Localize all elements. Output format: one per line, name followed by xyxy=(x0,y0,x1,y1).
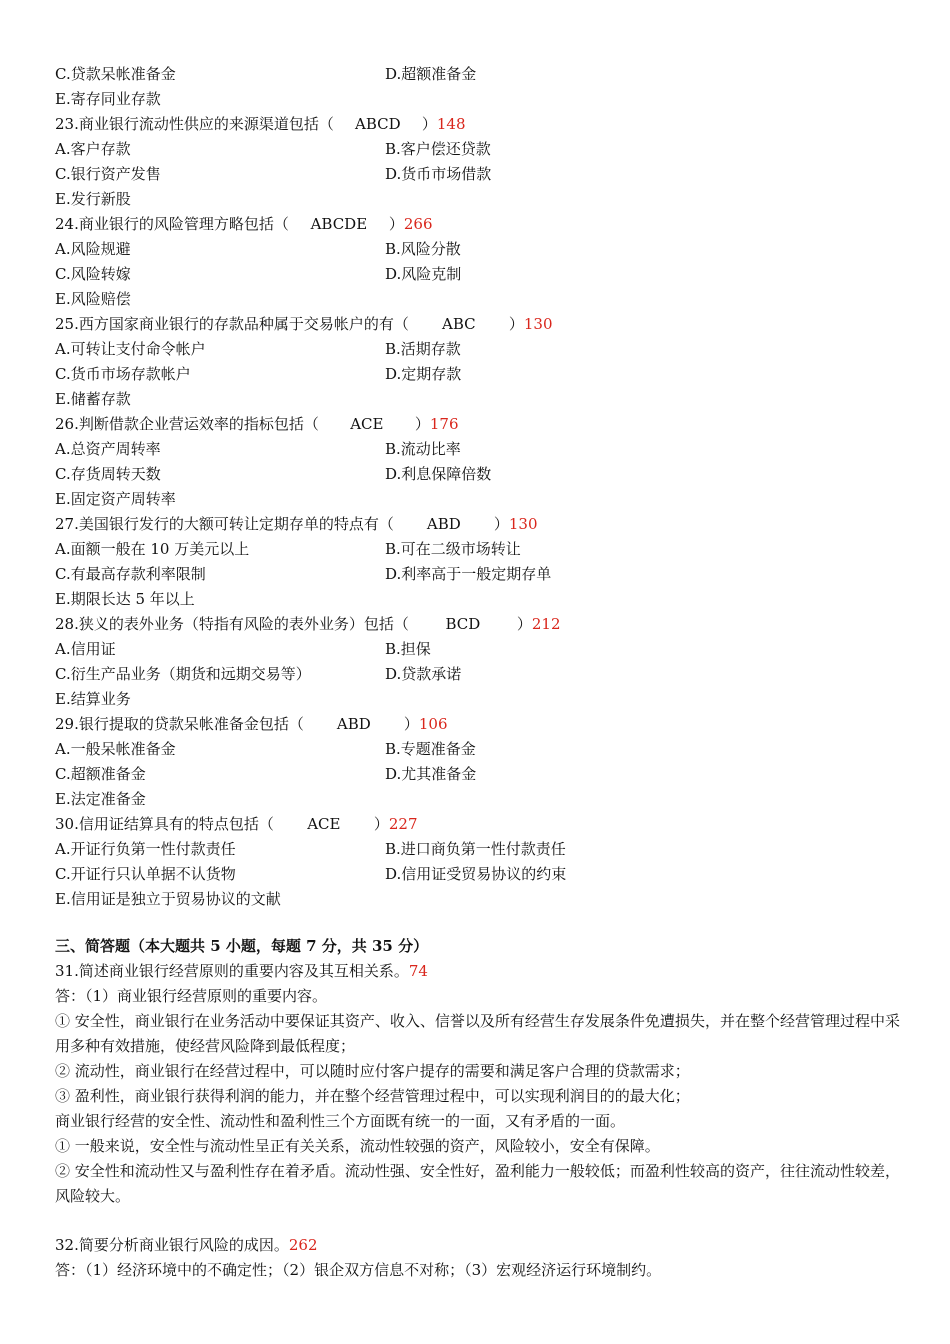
section-heading: 三、简答题（本大题共 5 小题，每题 7 分，共 35 分） xyxy=(55,937,429,955)
stem-text: 23.商业银行流动性供应的来源渠道包括（ xyxy=(55,115,334,133)
stem-text: 26.判断借款企业营运效率的指标包括（ xyxy=(55,415,319,433)
answer-key: ABCD xyxy=(355,115,401,133)
question-stem xyxy=(55,112,466,137)
question-stem xyxy=(55,212,433,237)
answer-line: 商业银行经营的安全性、流动性和盈利性三个方面既有统一的一面，又有矛盾的一面。 xyxy=(55,1112,626,1130)
answer-key: BCD xyxy=(445,615,481,633)
close-paren: ） xyxy=(516,615,532,633)
stem-text: 25.西方国家商业银行的存款品种属于交易帐户的有（ xyxy=(55,315,409,333)
answer-key: ABC xyxy=(442,315,476,333)
option-d: D.尤其准备金 xyxy=(385,765,477,783)
option-d: D.利息保障倍数 xyxy=(385,465,492,483)
option-a: A.信用证 xyxy=(55,640,116,658)
option-b: B.活期存款 xyxy=(385,340,461,358)
option-e: E.法定准备金 xyxy=(55,790,146,808)
option-b: B.风险分散 xyxy=(385,240,461,258)
page-reference: 148 xyxy=(436,115,466,133)
option-c: C.有最高存款利率限制 xyxy=(55,565,206,583)
stem-text: 27.美国银行发行的大额可转让定期存单的特点有（ xyxy=(55,515,394,533)
option-d: D.超额准备金 xyxy=(385,65,477,83)
option-c: C.银行资产发售 xyxy=(55,165,161,183)
option-b: B.担保 xyxy=(385,640,431,658)
option-a: A.面额一般在 10 万美元以上 xyxy=(55,540,250,558)
option-d: D.利率高于一般定期存单 xyxy=(385,565,552,583)
option-d: D.货币市场借款 xyxy=(385,165,492,183)
close-paren: ） xyxy=(388,215,404,233)
stem-text: 29.银行提取的贷款呆帐准备金包括（ xyxy=(55,715,304,733)
question-stem xyxy=(55,612,561,637)
option-c: C.风险转嫁 xyxy=(55,265,131,283)
option-e: E.寄存同业存款 xyxy=(55,90,161,108)
option-e: E.发行新股 xyxy=(55,190,131,208)
option-e: E.风险赔偿 xyxy=(55,290,131,308)
option-d: D.信用证受贸易协议的约束 xyxy=(385,865,567,883)
option-c: C.货币市场存款帐户 xyxy=(55,365,191,383)
option-c: C.贷款呆帐准备金 xyxy=(55,65,176,83)
answer-line: ① 一般来说，安全性与流动性呈正有关关系，流动性较强的资产，风险较小，安全有保障。 xyxy=(55,1137,660,1155)
option-b: B.进口商负第一性付款责任 xyxy=(385,840,566,858)
stem-text: 31.简述商业银行经营原则的重要内容及其互相关系。 xyxy=(55,962,409,980)
answer-key: ACE xyxy=(350,415,384,433)
stem-text: 24.商业银行的风险管理方略包括（ xyxy=(55,215,289,233)
option-c: C.开证行只认单据不认货物 xyxy=(55,865,236,883)
option-d: D.贷款承诺 xyxy=(385,665,462,683)
option-b: B.可在二级市场转让 xyxy=(385,540,521,558)
page-reference: 266 xyxy=(403,215,433,233)
option-e: E.结算业务 xyxy=(55,690,131,708)
stem-text: 28.狭义的表外业务（特指有风险的表外业务）包括（ xyxy=(55,615,409,633)
answer-line: 答：（1）经济环境中的不确定性；（2）银企双方信息不对称；（3）宏观经济运行环境制约。 xyxy=(55,1261,662,1279)
close-paren: ） xyxy=(508,315,524,333)
question-stem xyxy=(55,1233,318,1258)
option-a: A.总资产周转率 xyxy=(55,440,161,458)
page-reference: 176 xyxy=(429,415,459,433)
answer-line: ③ 盈利性，商业银行获得利润的能力，并在整个经营管理过程中，可以实现利润目的的最大化； xyxy=(55,1087,690,1105)
question-stem xyxy=(55,712,448,737)
option-e: E.固定资产周转率 xyxy=(55,490,176,508)
option-d: D.定期存款 xyxy=(385,365,462,383)
option-c: C.衍生产品业务（期货和远期交易等） xyxy=(55,665,311,683)
page-reference: 130 xyxy=(523,315,553,333)
question-stem xyxy=(55,959,428,984)
option-a: A.风险规避 xyxy=(55,240,131,258)
page-reference: 74 xyxy=(408,962,428,980)
page-reference: 212 xyxy=(531,615,561,633)
option-b: B.专题准备金 xyxy=(385,740,476,758)
option-a: A.开证行负第一性付款责任 xyxy=(55,840,236,858)
close-paren: ） xyxy=(493,515,509,533)
close-paren: ） xyxy=(373,815,389,833)
answer-paragraph: ① 安全性，商业银行在业务活动中要保证其资产、收入、信誉以及所有经营生存发展条件免遭损失，并在整个经营管理过程中采用多种有效措施，使经营风险降到最低程度； xyxy=(55,1012,900,1055)
question-stem xyxy=(55,312,553,337)
option-a: A.一般呆帐准备金 xyxy=(55,740,176,758)
option-a: A.可转让支付命令帐户 xyxy=(55,340,206,358)
answer-key: ACE xyxy=(307,815,341,833)
answer-key: ABD xyxy=(336,715,371,733)
page-reference: 227 xyxy=(388,815,418,833)
option-e: E.储蓄存款 xyxy=(55,390,131,408)
answer-paragraph: ② 安全性和流动性又与盈利性存在着矛盾。流动性强、安全性好，盈利能力一般较低；而盈利性较高的资产，往往流动性较差，风险较大。 xyxy=(55,1162,900,1205)
option-a: A.客户存款 xyxy=(55,140,131,158)
question-stem xyxy=(55,412,459,437)
stem-text: 32.简要分析商业银行风险的成因。 xyxy=(55,1236,289,1254)
page-reference: 106 xyxy=(418,715,448,733)
stem-text: 30.信用证结算具有的特点包括（ xyxy=(55,815,274,833)
close-paren: ） xyxy=(421,115,437,133)
page-reference: 262 xyxy=(288,1236,318,1254)
answer-line: ② 流动性，商业银行在经营过程中，可以随时应付客户提存的需要和满足客户合理的贷款需求； xyxy=(55,1062,690,1080)
answer-line: 答：（1）商业银行经营原则的重要内容。 xyxy=(55,987,328,1005)
option-e: E.信用证是独立于贸易协议的文献 xyxy=(55,890,281,908)
option-c: C.超额准备金 xyxy=(55,765,146,783)
option-c: C.存货周转天数 xyxy=(55,465,161,483)
page-reference: 130 xyxy=(508,515,538,533)
option-d: D.风险克制 xyxy=(385,265,462,283)
close-paren: ） xyxy=(414,415,430,433)
option-b: B.客户偿还贷款 xyxy=(385,140,491,158)
close-paren: ） xyxy=(403,715,419,733)
question-stem xyxy=(55,812,418,837)
option-b: B.流动比率 xyxy=(385,440,461,458)
answer-key: ABCDE xyxy=(310,215,368,233)
question-stem xyxy=(55,512,538,537)
answer-key: ABD xyxy=(426,515,461,533)
option-e: E.期限长达 5 年以上 xyxy=(55,590,195,608)
